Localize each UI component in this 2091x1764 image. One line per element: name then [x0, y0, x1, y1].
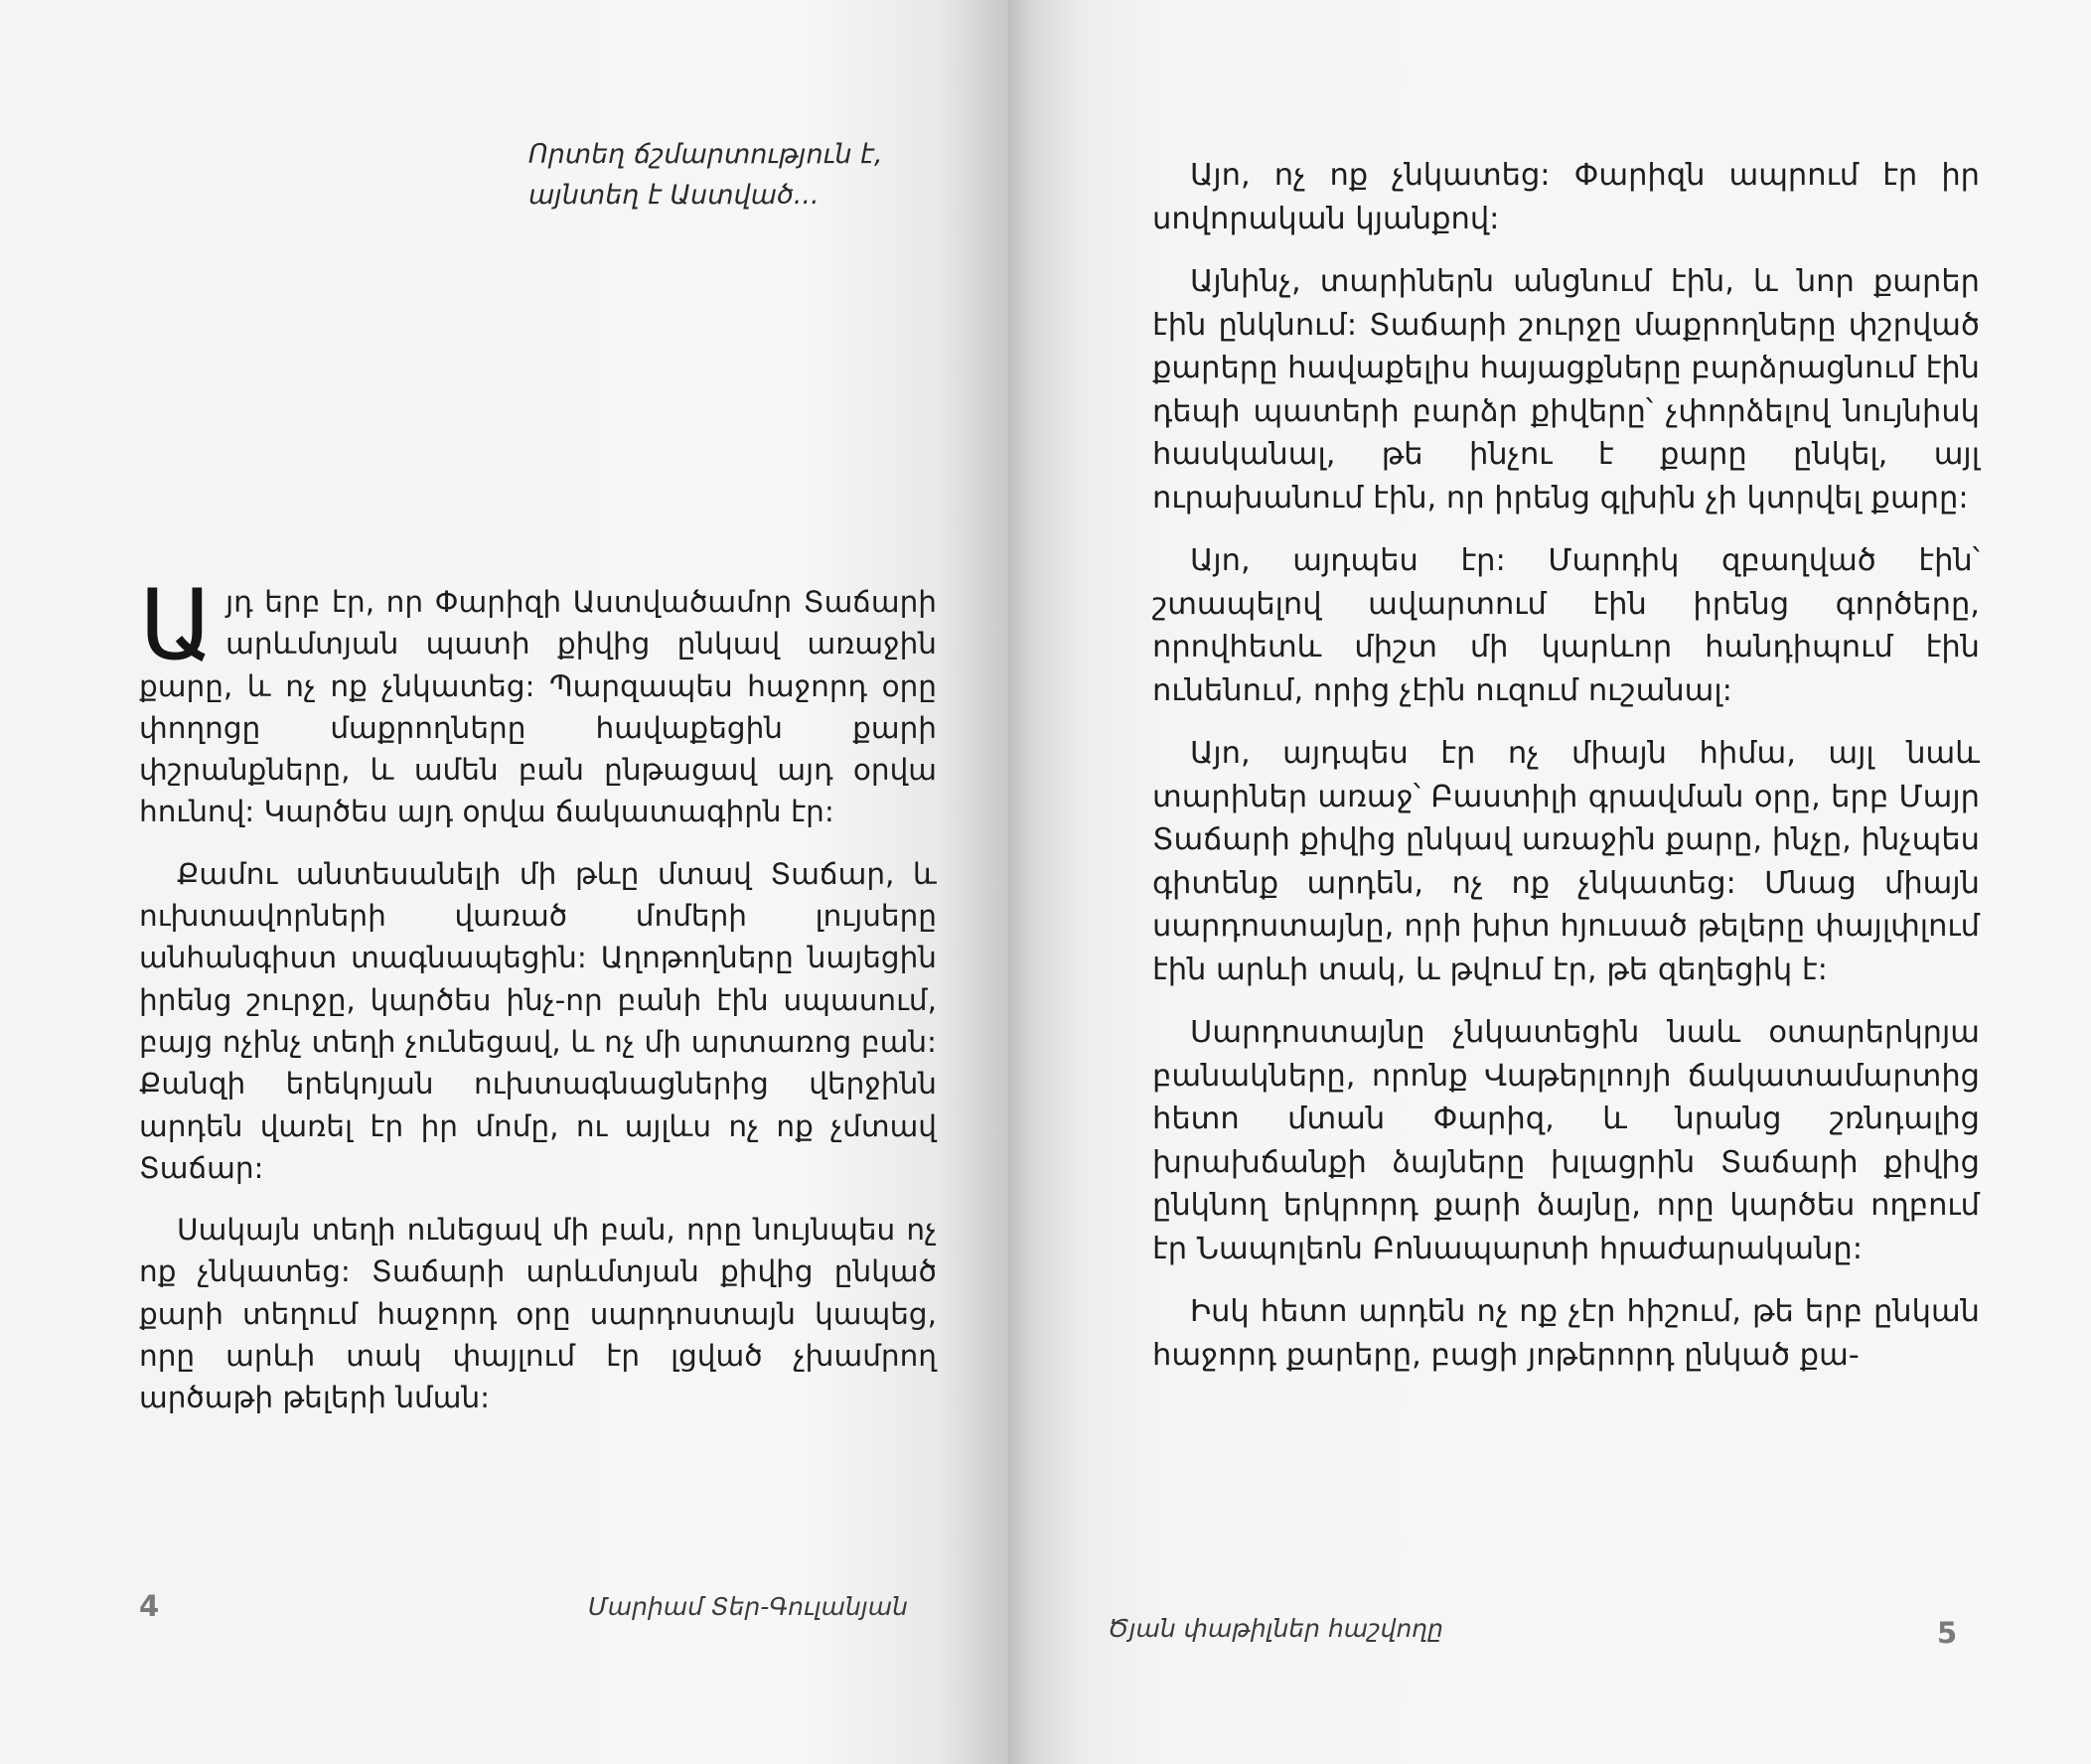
paragraph-text: յդ երբ էր, որ Փարիզի Աստվածամոր Տաճարի արևմտյան պատի քիվից ընկավ առաջին քարը, և ոչ ոք չնկատեց: Պարզապես հաջորդ օրը փողոցը մաքրողները հավաքեցին քարի փշրանքները, և ամեն բան ընթացավ այդ օրվա հունով: Կարծես այդ օրվա ճակատագիրն էր:	[139, 585, 937, 829]
running-foot: Մարիամ Տեր-Գուլանյան	[588, 1592, 908, 1621]
epigraph-line: Որտեղ ճշմարտություն է,	[528, 139, 883, 170]
right-page	[1008, 0, 2091, 1764]
paragraph: Այո, այդպես էր ոչ միայն հիմա, այլ նաև տարիներ առաջ՝ Բաստիլի գրավման օրը, երբ Մայր Տաճարի քիվից ընկավ առաջին քարը, ինչը, ինչպես գիտենք արդեն, ոչ ոք չնկատեց: Մնաց միայն սարդոստայնը, որի խիտ հյուսած թելերը փայլփլում էին արևի տակ, և թվում էր, թե զեղեցիկ է:	[1152, 736, 1980, 987]
paragraph: Այնինչ, տարիներն անցնում էին, և նոր քարեր էին ընկնում: Տաճարի շուրջը մաքրողները փշրված քարերը հավաքելիս հայացքները բարձրացնում էին դեպի պատերի բարձր քիվերը՝ չփորձելով նույնիսկ հասկանալ, թե ինչու է քարը ընկել, այլ ուրախանում էին, որ իրենց գլխին չի կտրվել քարը:	[1152, 264, 1980, 515]
epigraph	[528, 134, 966, 216]
paragraph: Սարդոստայնը չնկատեցին նաև օտարերկրյա բանակները, որոնք Վաթերլոոյի ճակատամարտից հետո մտան Փարիզ, և նրանց շռնդալից խրախճանքի ձայները խլացրին Տաճարի քիվից ընկնող երկրորդ քարի ձայնը, որը կարծես ողբում էր Նապոլեոն Բոնապարտի հրաժարականը:	[1152, 1015, 1980, 1266]
drop-cap: Ա	[139, 569, 215, 682]
paragraph: Սակայն տեղի ունեցավ մի բան, որը նույնպես ոչ ոք չնկատեց: Տաճարի արևմտյան քիվից ընկած քարի տեղում հաջորդ օրը սարդոստայն կապեց, որը արևի տակ փայլում էր լցված չխամրող արծաթի թելերի նման:	[139, 1213, 937, 1415]
epigraph-line: այնտեղ է Աստված...	[528, 180, 820, 211]
left-page	[0, 0, 1008, 1764]
paragraph: Իսկ հետո արդեն ոչ ոք չէր հիշում, թե երբ ընկան հաջորդ քարերը, բացի յոթերորդ ընկած քա-	[1152, 1294, 1980, 1373]
page-number: 4	[139, 1589, 160, 1623]
paragraph: Այո, այդպես էր: Մարդիկ զբաղված էին՝ շտապելով ավարտում էին իրենց գործերը, որովհետև միշտ մի կարևոր հանդիպում էին ունենում, որից չէին ուզում ուշանալ:	[1152, 543, 1980, 708]
left-body-text	[139, 569, 937, 1439]
page-number: 5	[1937, 1616, 1958, 1650]
paragraph	[139, 569, 937, 833]
paragraph: Այո, ոչ ոք չնկատեց: Փարիզն ապրում էր իր սովորական կյանքով:	[1152, 158, 1980, 236]
running-foot: Ծյան փաթիլներ հաշվողը	[1108, 1614, 1443, 1643]
paragraph: Քամու անտեսանելի մի թևը մտավ Տաճար, և ուխտավորների վառած մոմերի լույսերը անհանգիստ տագնապեցին: Աղոթողները նայեցին իրենց շուրջը, կարծես ինչ-որ բանի էին սպասում, բայց ոչինչ տեղի չունեցավ, և ոչ մի արտառոց բան: Քանզի երեկոյան ուխտագնացներից վերջինն արդեն վառել էր իր մոմը, ու այլևս ոչ ոք չմտավ Տաճար:	[139, 856, 937, 1185]
right-body-text	[1152, 154, 1980, 1396]
